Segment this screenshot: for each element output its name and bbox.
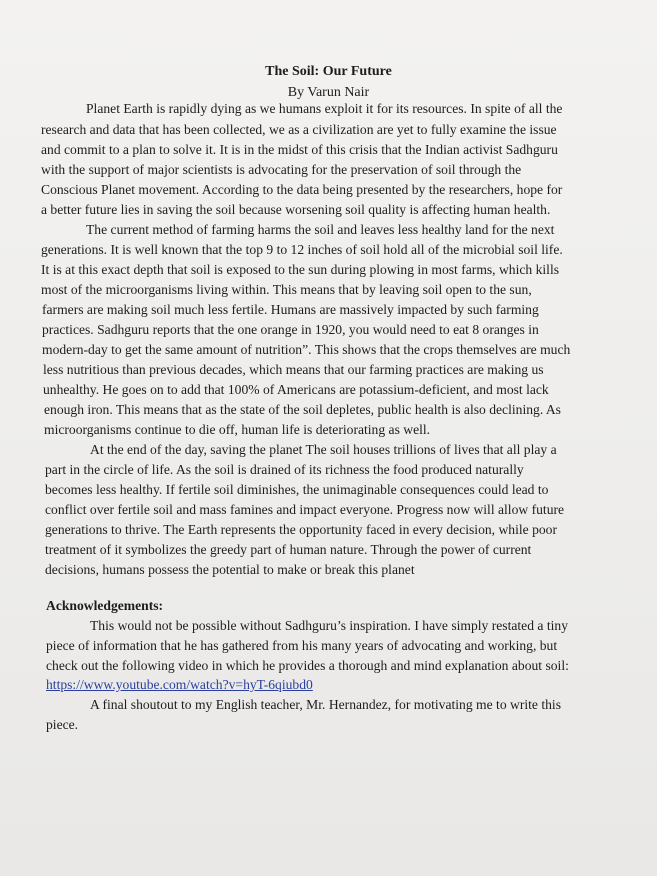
acknowledgements-line: check out the following video in which he provides a thorough and mind explanation about soil: — [46, 658, 569, 673]
paragraph-1-line: Conscious Planet movement. According to the data being presented by the researchers, hope for — [41, 182, 563, 197]
paragraph-3-line: treatment of it symbolizes the greedy part of human nature. Through the power of current — [45, 542, 532, 557]
paragraph-2-line: modern-day to get the same amount of nutrition”. This shows that the crops themselves are much — [42, 342, 571, 357]
paragraph-1-line: Planet Earth is rapidly dying as we humans exploit it for its resources. In spite of all the — [86, 101, 563, 116]
paragraph-2-line: less nutritious than previous decades, which means that our farming practices are making us — [43, 362, 544, 377]
paragraph-2-line: microorganisms continue to die off, human life is deteriorating as well. — [44, 422, 431, 437]
document-title: The Soil: Our Future — [265, 64, 392, 79]
paragraph-3-line: At the end of the day, saving the planet The soil houses trillions of lives that all play a — [90, 442, 557, 457]
youtube-video-link[interactable]: https://www.youtube.com/watch?v=hyT-6qiubd0 — [46, 677, 313, 692]
paragraph-2-line: farmers are making soil much less fertile. Humans are massively impacted by such farming — [42, 302, 539, 317]
paragraph-2-line: It is at this exact depth that soil is exposed to the sun during plowing in most farms, which kills — [41, 262, 560, 277]
paragraph-3-line: becomes less healthy. If fertile soil diminishes, the unimaginable consequences could lead to — [45, 482, 549, 497]
acknowledgements-line: A final shoutout to my English teacher, Mr. Hernandez, for motivating me to write this — [90, 697, 561, 712]
paragraph-1-line: a better future lies in saving the soil because worsening soil quality is affecting human health. — [41, 202, 551, 217]
paragraph-3-line: decisions, humans possess the potential to make or break this planet — [45, 562, 415, 577]
acknowledgements-heading: Acknowledgements: — [46, 598, 164, 613]
acknowledgements-line: piece. — [46, 717, 79, 732]
paragraph-3-line: conflict over fertile soil and mass famines and impact everyone. Progress now will allow future — [45, 502, 565, 517]
paragraph-1-line: and commit to a plan to solve it. It is in the midst of this crisis that the Indian activist Sadhguru — [41, 142, 558, 157]
acknowledgements-line: This would not be possible without Sadhguru’s inspiration. I have simply restated a tiny — [90, 618, 568, 633]
paragraph-3-line: generations to thrive. The Earth represents the opportunity faced in every decision, while poor — [45, 522, 557, 537]
paragraph-2-line: enough iron. This means that as the state of the soil depletes, public health is also declining. As — [44, 402, 561, 417]
author-byline: By Varun Nair — [287, 85, 370, 100]
paragraph-1-line: with the support of major scientists is advocating for the preservation of soil through the — [41, 162, 522, 177]
paragraph-2-line: The current method of farming harms the soil and leaves less healthy land for the next — [86, 222, 555, 237]
paragraph-2-line: most of the microorganisms living within. This means that by leaving soil open to the sun, — [41, 282, 532, 297]
paragraph-2-line: unhealthy. He goes on to add that 100% of Americans are potassium-deficient, and most lack — [43, 382, 549, 397]
paragraph-2-line: generations. It is well known that the top 9 to 12 inches of soil hold all of the microbial soil life. — [41, 242, 563, 257]
paragraph-1-line: research and data that has been collected, we as a civilization are yet to fully examine the issue — [41, 122, 557, 137]
acknowledgements-line: piece of information that he has gathered from his many years of advocating and working, but — [46, 638, 558, 653]
paragraph-3-line: part in the circle of life. As the soil is drained of its richness the food produced naturally — [45, 462, 524, 477]
paragraph-2-line: practices. Sadhguru reports that the one orange in 1920, you would need to eat 8 oranges in — [42, 322, 539, 337]
